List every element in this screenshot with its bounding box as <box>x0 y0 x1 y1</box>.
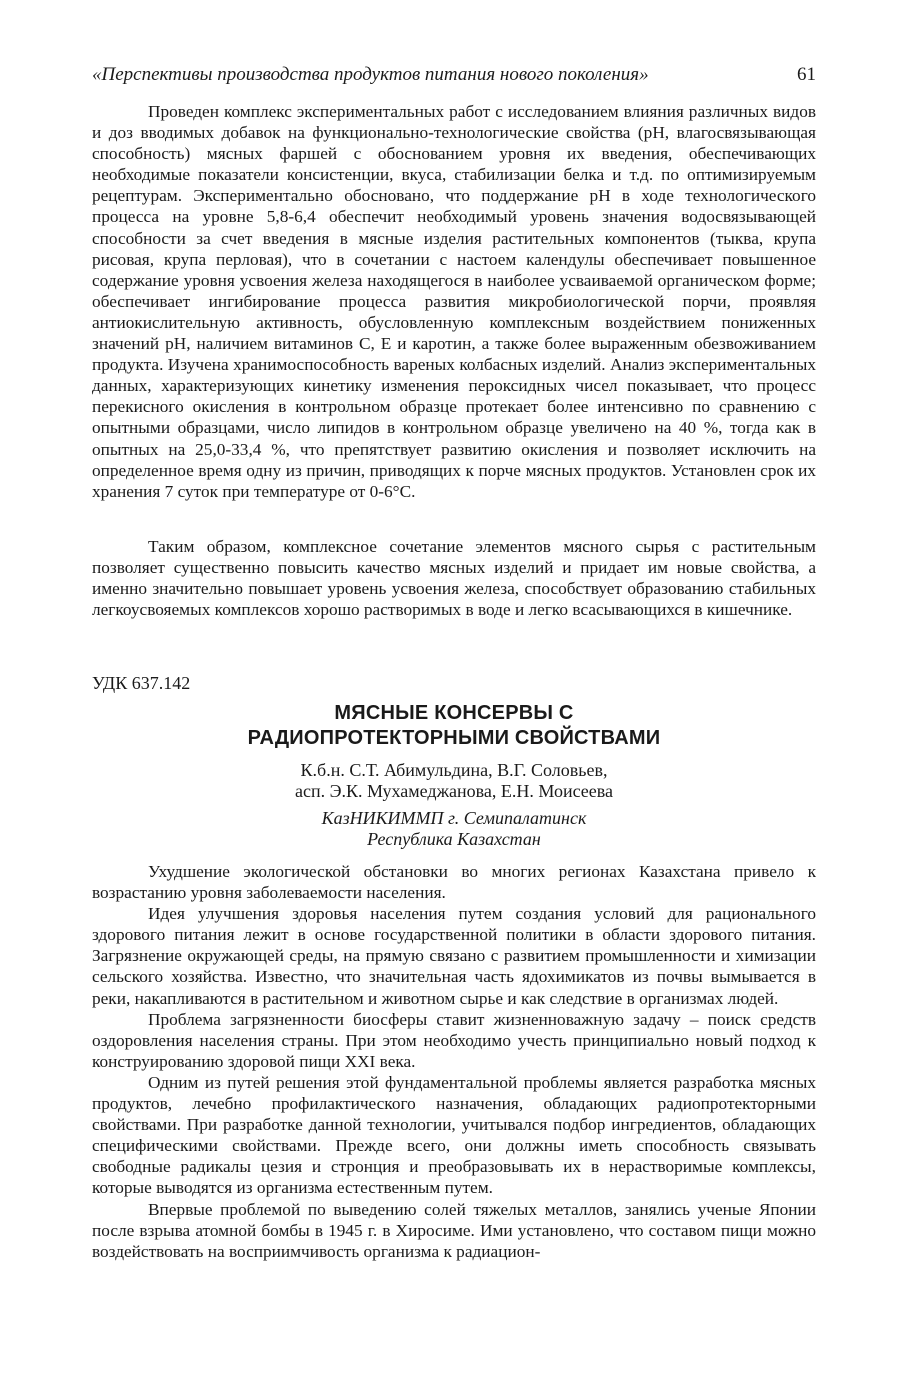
article-title <box>92 701 816 751</box>
affiliation-line: КазНИКИММП г. Семипалатинск <box>321 808 587 828</box>
authors-line: К.б.н. С.Т. Абимульдина, В.Г. Соловьев, <box>300 760 608 780</box>
previous-article-conclusion <box>92 536 816 620</box>
body-paragraph: Одним из путей решения этой фундаментальной проблемы является разработка мясных продуктов, лечебно профилактического назначения, обладающих радиопротекторными свойствами. При разработке данной технологии, учитывался подбор ингредиентов, обладающих специфическими свойствами. Прежде всего, они должны иметь способность связывать свободные радикалы цезия и стронция и преобразовывать их в нерастворимые комплексы, которые выводятся из организма естественным путем. <box>92 1072 816 1198</box>
body-paragraph: Проблема загрязненности биосферы ставит жизненноважную задачу – поиск средств оздоровления населения страны. При этом необходимо учесть принципиально новый подход к конструированию здоровой пищи XXI века. <box>92 1009 816 1071</box>
article-body <box>92 861 816 1262</box>
running-header <box>92 64 816 94</box>
title-line: МЯСНЫЕ КОНСЕРВЫ С <box>334 702 574 724</box>
body-paragraph: Таким образом, комплексное сочетание элементов мясного сырья с растительным позволяет существенно повысить качество мясных изделий и придает им новые свойства, а именно значительно повышает уровень усвоения железа, способствует образованию стабильных легкоусвояемых комплексов хорошо растворимых в воде и легко всасывающихся в кишечнике. <box>92 537 816 620</box>
authors <box>92 760 816 802</box>
previous-article-body <box>92 101 816 502</box>
affiliation <box>92 808 816 850</box>
body-paragraph: Ухудшение экологической обстановки во многих регионах Казахстана привело к возрастанию уровня заболеваемости населения. <box>92 862 816 903</box>
authors-line: асп. Э.К. Мухамеджанова, Е.Н. Моисеева <box>294 781 614 801</box>
body-paragraph: Проведен комплекс экспериментальных работ с исследованием влияния различных видов и доз вводимых добавок на функционально-технологические свойства (рН, влагосвязывающая способность) мясных фаршей с обоснованием уровня их введения, обеспечивающих необходимые показатели консистенции, вкуса, стабилизации белка и т.д. по оптимизируемым рецептурам. Экспериментально обосновано, что поддержание рН в ходе технологического процесса на уровне 5,8-6,4 обеспечит необходимый уровень значения водосвязывающей способности за счет введения в мясные изделия растительных компонентов (тыква, крупа рисовая, крупа перловая), что в сочетании с настоем календулы обеспечивает повышенное содержание уровня усвоения железа находящегося в наиболее усваиваемой органическом форме; обеспечивает ингибирование процесса развития микробиологической порчи, проявляя антиокислительную активность, обусловленную комплексным воздействием пониженных значений рН, наличием витаминов С, Е и каротин, а также более выраженным обезвоживанием продукта. Изучена хранимоспособность вареных колбасных изделий. Анализ экспериментальных данных, характеризующих кинетику изменения пероксидных чисел показывает, что процесс перекисного окисления в контрольном образце протекает более интенсивно по сравнению с опытными образцами, число липидов в контрольном образце увеличено на 40 %, тогда как в опытных на 25,0-33,4 %, что препятствует развитию окисления и позволяет исключить на определенное время одну из причин, приводящих к порче мясных продуктов. Установлен срок их хранения 7 суток при температуре от 0-6°С. <box>92 102 816 501</box>
body-paragraph: Идея улучшения здоровья населения путем создания условий для рационального здорового питания лежит в основе государственной политики в области здорового питания. Загрязнение окружающей среды, на прямую связано с развитием промышленности и химизации сельского хозяйства. Известно, что значительная часть ядохимикатов из почвы вымывается в реки, накапливаются в растительном и животном сырье и как следствие в организмах людей. <box>92 904 816 1008</box>
journal-title: «Перспективы производства продуктов питания нового поколения» <box>92 64 649 85</box>
udk-code: УДК 637.142 <box>92 673 191 693</box>
page-number: 61 <box>797 64 816 85</box>
body-paragraph: Впервые проблемой по выведению солей тяжелых металлов, занялись ученые Японии после взрыва атомной бомбы в 1945 г. в Хиросиме. Ими установлено, что составом пищи можно воздействовать на восприимчивость организма к радиацион- <box>92 1199 816 1261</box>
affiliation-line: Республика Казахстан <box>367 829 541 849</box>
title-line: РАДИОПРОТЕКТОРНЫМИ СВОЙСТВАМИ <box>247 727 661 749</box>
